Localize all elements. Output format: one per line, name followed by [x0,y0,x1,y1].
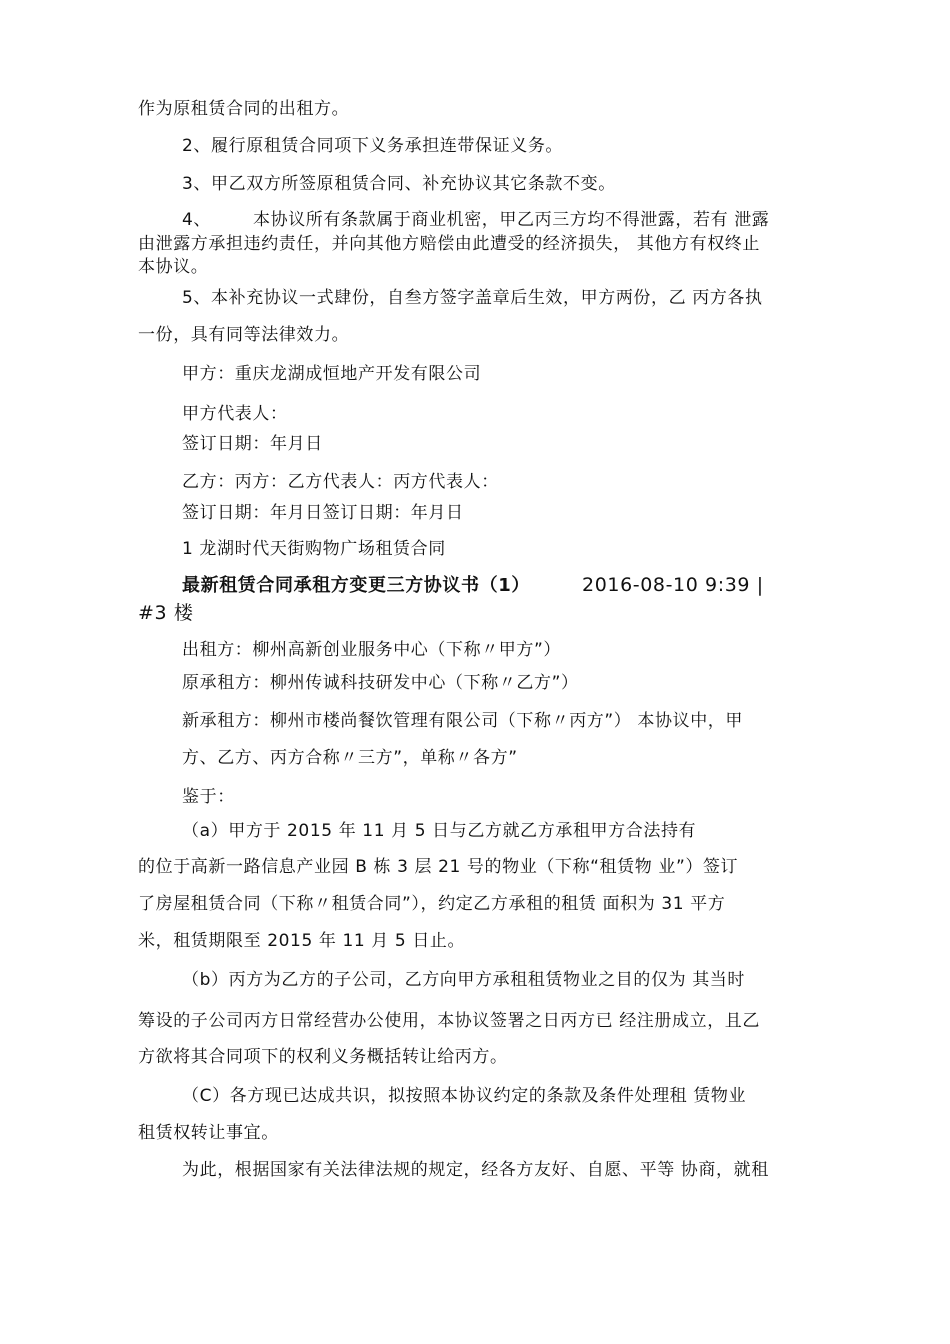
clause-4-number: 4、 [182,210,212,230]
contract-ref: 1 龙湖时代天街购物广场租赁合同 [182,539,446,559]
text-line: 方、乙方、丙方合称〃三方”，单称〃各方” [182,748,518,768]
sign-dates: 签订日期：年月日签订日期：年月日 [182,503,464,523]
party-b-c: 乙方：丙方：乙方代表人：丙方代表人： [182,472,499,492]
text-line: 了房屋租赁合同（下称〃租赁合同”），约定乙方承租的租赁 面积为 31 平方 [138,894,726,914]
whereas-heading: 鉴于： [182,787,235,807]
whereas-b: （b）丙方为乙方的子公司，乙方向甲方承租租赁物业之目的仅为 其当时 [182,970,745,990]
text-line: 筹设的子公司丙方日常经营办公使用，本协议签署之日丙方已 经注册成立，且乙 [138,1011,761,1031]
text-line: 租赁权转让事宜。 [138,1123,279,1143]
clause-5: 5、本补充协议一式肆份，自叁方签字盖章后生效，甲方两份，乙 丙方各执 [182,288,763,308]
document-title: 最新租赁合同承租方变更三方协议书（1） [182,575,530,596]
post-meta: 2016-08-10 9:39 | [582,574,764,596]
clause-2: 2、履行原租赁合同项下义务承担连带保证义务。 [182,136,564,156]
text-line: 本协议。 [138,257,209,277]
new-lessee: 新承租方：柳州市楼尚餐饮管理有限公司（下称〃丙方”） 本协议中，甲 [182,711,744,731]
text-line: 为此，根据国家有关法律法规的规定，经各方友好、自愿、平等 协商，就租 [182,1160,769,1180]
whereas-c: （C）各方现已达成共识，拟按照本协议约定的条款及条件处理租 赁物业 [182,1086,747,1106]
party-a: 甲方：重庆龙湖成恒地产开发有限公司 [182,364,482,384]
sign-date: 签订日期：年月日 [182,434,323,454]
text-line: 方欲将其合同项下的权利义务概括转让给丙方。 [138,1047,508,1067]
text-line: 的位于高新一路信息产业园 B 栋 3 层 21 号的物业（下称“租赁物 业”）签订 [138,857,739,877]
clause-3: 3、甲乙双方所签原租赁合同、补充协议其它条款不变。 [182,174,616,194]
original-lessee: 原承租方：柳州传诚科技研发中心（下称〃乙方”） [182,673,579,693]
text-line: 由泄露方承担违约责任，并向其他方赔偿由此遭受的经济损失， 其他方有权终止 [138,234,761,254]
party-a-representative: 甲方代表人： [182,404,288,424]
text-line: 一份，具有同等法律效力。 [138,325,350,345]
whereas-a: （a）甲方于 2015 年 11 月 5 日与乙方就乙方承租甲方合法持有 [182,821,697,841]
text-line: 作为原租赁合同的出租方。 [138,99,350,119]
clause-4: 本协议所有条款属于商业机密，甲乙丙三方均不得泄露，若有 泄露 [253,210,770,230]
lessor: 出租方：柳州高新创业服务中心（下称〃甲方”） [182,640,562,660]
floor-number: #3 楼 [138,602,194,624]
text-line: 米，租赁期限至 2015 年 11 月 5 日止。 [138,931,466,951]
